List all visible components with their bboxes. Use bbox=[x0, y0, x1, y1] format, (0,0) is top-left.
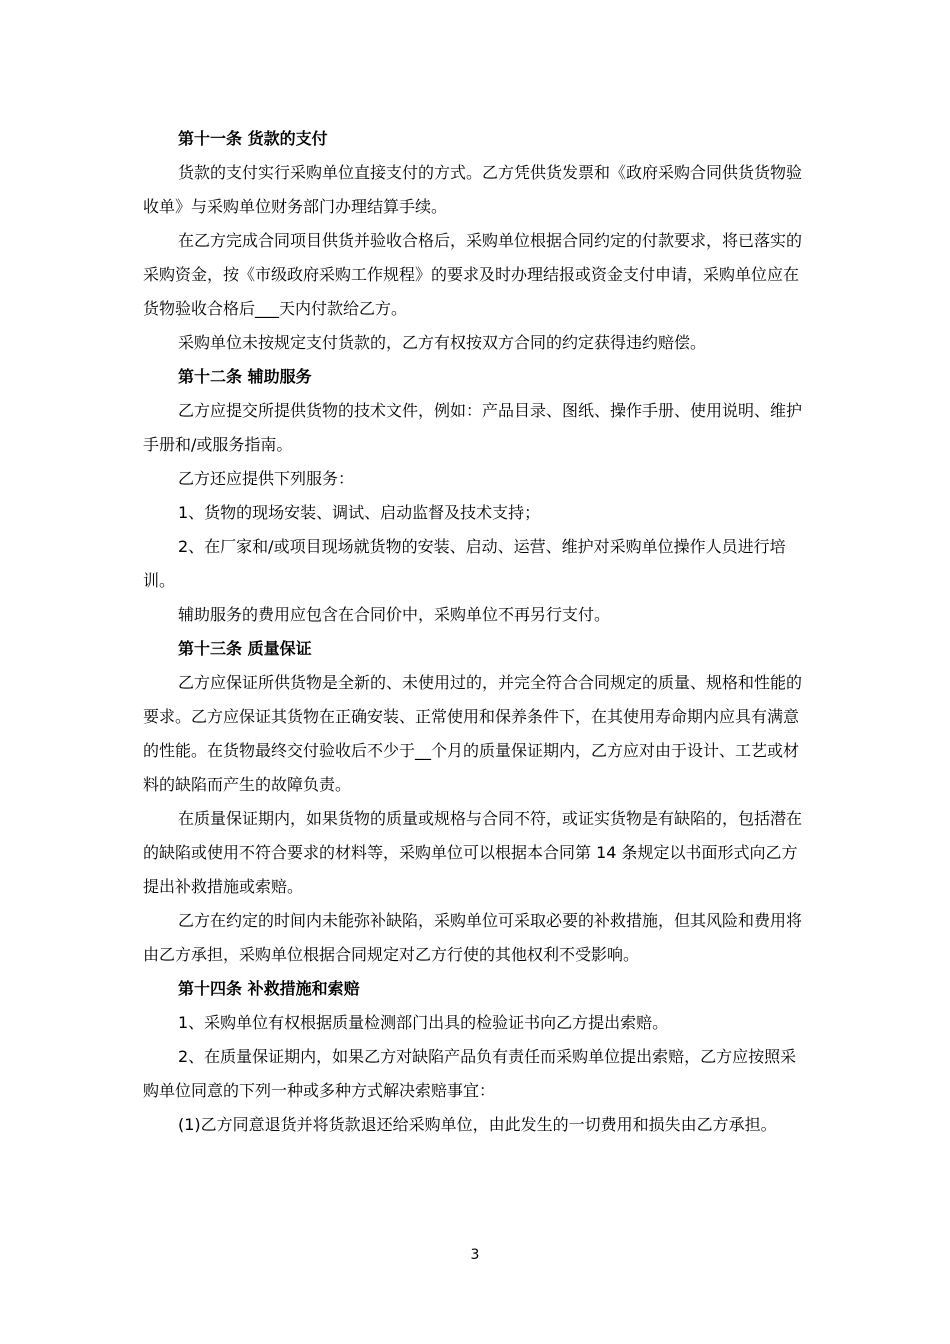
list-item: (1)乙方同意退货并将货款退还给采购单位，由此发生的一切费用和损失由乙方承担。 bbox=[178, 1115, 777, 1134]
page-number: 3 bbox=[470, 1247, 480, 1263]
list-item: 2、在质量保证期内，如果乙方对缺陷产品负有责任而采购单位提出索赔，乙方应按照采购单位同意的下列一种或多种方式解决索赔事宜： bbox=[143, 1047, 797, 1100]
paragraph: 货款的支付实行采购单位直接支付的方式。乙方凭供货发票和《政府采购合同供货货物验收单》与采购单位财务部门办理结算手续。 bbox=[143, 163, 803, 216]
section-heading-14: 第十四条 补救措施和索赔 bbox=[178, 979, 360, 998]
section-heading-13: 第十三条 质量保证 bbox=[178, 639, 312, 658]
paragraph: 辅助服务的费用应包含在合同价中，采购单位不再另行支付。 bbox=[178, 605, 611, 624]
section-heading-12: 第十二条 辅助服务 bbox=[178, 367, 312, 386]
paragraph: 采购单位未按规定支付货款的，乙方有权按双方合同的约定获得违约赔偿。 bbox=[178, 333, 707, 352]
paragraph: 在质量保证期内，如果货物的质量或规格与合同不符，或证实货物是有缺陷的，包括潜在的缺陷或使用不符合要求的材料等，采购单位可以根据本合同第 14 条规定以书面形式向乙方提出补救措施或索赔。 bbox=[143, 809, 803, 896]
paragraph: 在乙方完成合同项目供货并验收合格后，采购单位根据合同约定的付款要求，将已落实的采购资金，按《市级政府采购工作规程》的要求及时办理结报或资金支付申请，采购单位应在货物验收合格后___天内付款给乙方。 bbox=[143, 231, 803, 318]
paragraph: 乙方还应提供下列服务： bbox=[178, 469, 355, 488]
list-item: 1、采购单位有权根据质量检测部门出具的检验证书向乙方提出索赔。 bbox=[178, 1013, 669, 1032]
paragraph: 乙方应提交所提供货物的技术文件，例如：产品目录、图纸、操作手册、使用说明、维护手册和/或服务指南。 bbox=[143, 401, 803, 454]
paragraph: 乙方应保证所供货物是全新的、未使用过的，并完全符合合同规定的质量、规格和性能的要求。乙方应保证其货物在正确安装、正常使用和保养条件下，在其使用寿命期内应具有满意的性能。在货物最终交付验收后不少于__个月的质量保证期内，乙方应对由于设计、工艺或材料的缺陷而产生的故障负责。 bbox=[143, 673, 803, 794]
list-item: 2、在厂家和/或项目现场就货物的安装、启动、运营、维护对采购单位操作人员进行培训。 bbox=[143, 537, 786, 590]
section-heading-11: 第十一条 货款的支付 bbox=[178, 129, 328, 148]
list-item: 1、货物的现场安装、调试、启动监督及技术支持； bbox=[178, 503, 541, 522]
paragraph: 乙方在约定的时间内未能弥补缺陷，采购单位可采取必要的补救措施，但其风险和费用将由乙方承担，采购单位根据合同规定对乙方行使的其他权利不受影响。 bbox=[143, 911, 803, 964]
document-body bbox=[143, 122, 809, 1142]
